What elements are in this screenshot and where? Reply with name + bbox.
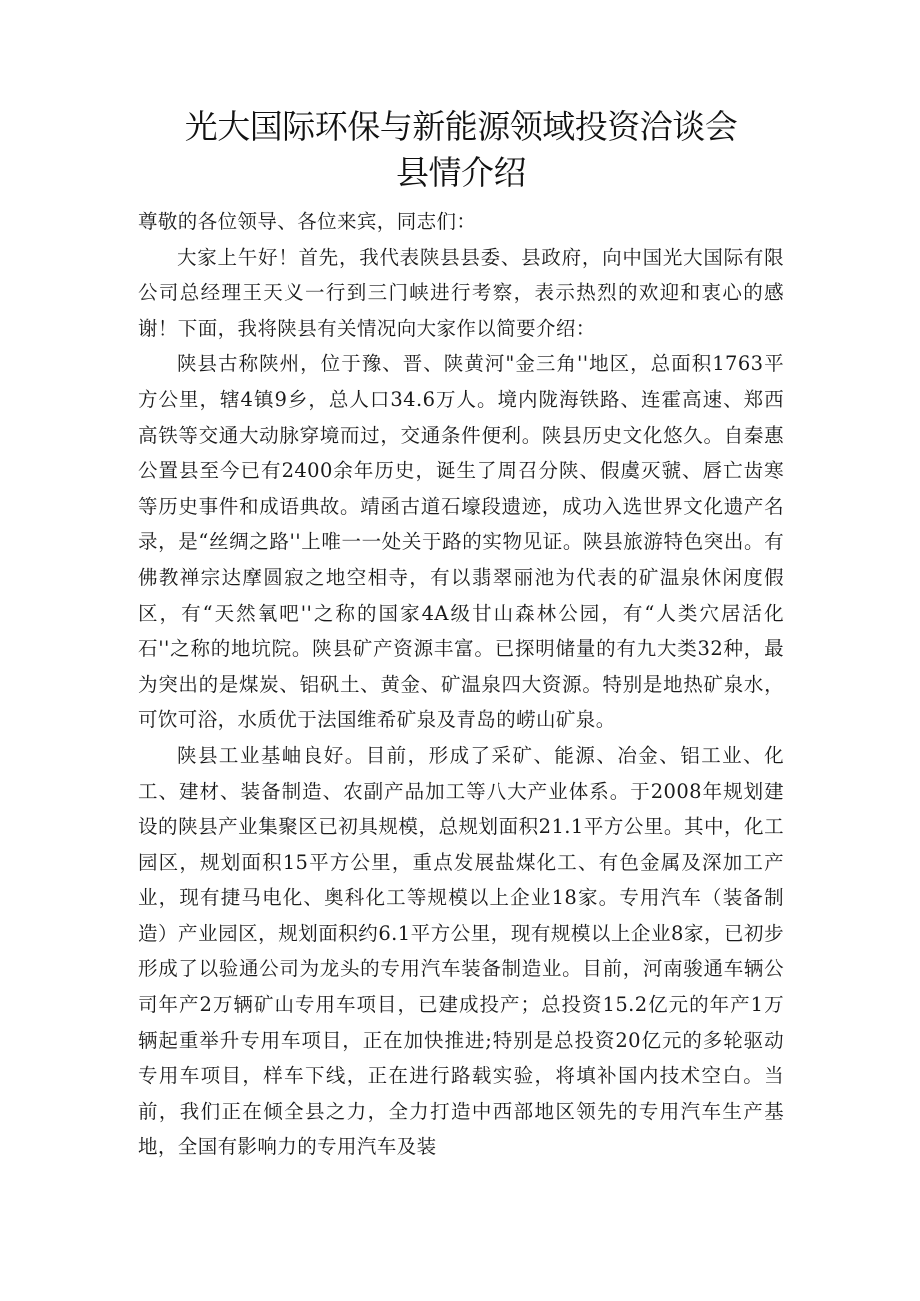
paragraph-opening: 大家上午好！首先，我代表陕县县委、县政府，向中国光大国际有限公司总经理王天义一行到三门峡进行考察，表示热烈的欢迎和衷心的感谢！下面，我将陕县有关情况向大家作以简要介绍： xyxy=(138,245,784,340)
document-subtitle: 县情介绍 xyxy=(396,153,526,192)
greeting-line: 尊敬的各位领导、各位来宾，同志们： xyxy=(138,210,477,233)
paragraph-county-overview: 陕县古称陕州，位于豫、晋、陕黄河"金三角''地区，总面积1763平方公里，辖4镇9乡，总人口34.6万人。境内陇海铁路、连霍高速、郑西高铁等交通大动脉穿境而过，交通条件便利。陕县历史文化悠久。自秦惠公置县至今已有2400余年历史，诞生了周召分陕、假虞灭虢、唇亡齿寒等历史事件和成语典故。靖函古道石壕段遗迹，成功入选世界文化遗产名录，是“丝绸之路''上唯一一处关于路的实物见证。陕县旅游特色突出。有佛教禅宗达摩圆寂之地空相寺，有以翡翠丽池为代表的矿温泉休闲度假区，有“天然氧吧''之称的国家4A级甘山森林公园，有“人类穴居活化石''之称的地坑院。陕县矿产资源丰富。已探明储量的有九大类32种，最为突出的是煤炭、铝矾土、黄金、矿温泉四大资源。特别是地热矿泉水，可饮可浴，水质优于法国维希矿泉及青岛的崂山矿泉。 xyxy=(138,352,784,732)
document-body xyxy=(138,204,784,1165)
document-title: 光大国际环保与新能源领域投资洽谈会 xyxy=(184,107,738,146)
paragraph-industry: 陕县工业基岫良好。目前，形成了采矿、能源、冶金、铝工业、化工、建材、装备制造、农副产品加工等八大产业体系。于2008年规划建设的陕县产业集聚区已初具规模，总规划面积21.1平方公里。其中，化工园区，规划面积15平方公里，重点发展盐煤化工、有色金属及深加工产业，现有捷马电化、奥科化工等规模以上企业18家。专用汽车（装备制造）产业园区，规划面积约6.1平方公里，现有规模以上企业8家，已初步形成了以验通公司为龙头的专用汽车装备制造业。目前，河南骏通车辆公司年产2万辆矿山专用车项目，已建成投产；总投资15.2亿元的年产1万辆起重举升专用车项目，正在加快推进;特别是总投资20亿元的多轮驱动专用车项目，样车下线，正在进行路载实验，将填补国内技术空白。当前，我们正在倾全县之力，全力打造中西部地区领先的专用汽车生产基地，全国有影响力的专用汽车及装 xyxy=(138,743,784,1159)
title-block xyxy=(138,0,784,196)
